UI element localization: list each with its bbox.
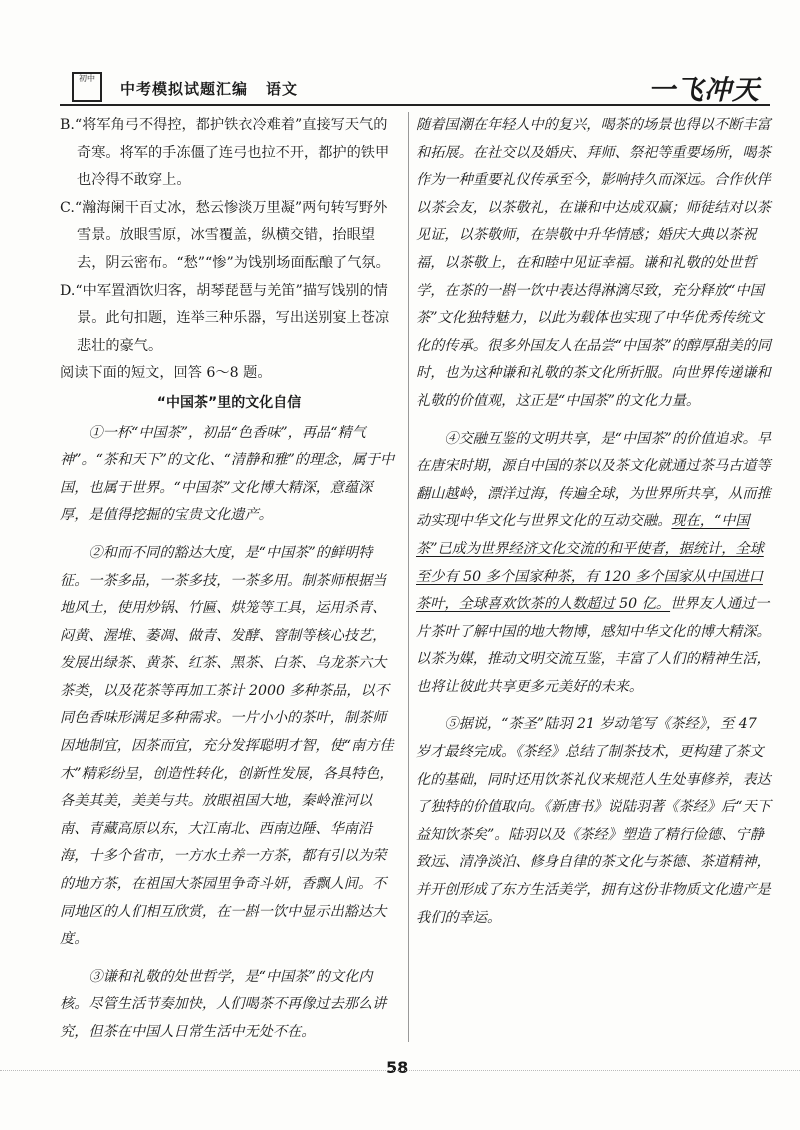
footer-rule — [0, 1070, 800, 1071]
article-paragraph-4 — [416, 426, 772, 702]
book-logo-icon — [72, 72, 102, 102]
column-divider — [408, 112, 409, 1042]
option-d: D.“中军置酒饮归客，胡琴琵琶与羌笛”描写饯别的情景。此句扣题，连举三种乐器，写出送别宴上苍凉悲壮的豪气。 — [60, 282, 390, 354]
series-name: 中考模拟试题汇编 — [120, 80, 249, 98]
series-title — [120, 78, 298, 99]
article-paragraph-3-cont: 随着国潮在年轻人中的复兴，喝茶的场景也得以不断丰富和拓展。在社交以及婚庆、拜师、祭祀等重要场所，喝茶作为一种重要礼仪传承至今，影响持久而深远。合作伙伴以茶会友，以茶敬礼，在谦和中达成双赢；师徒结对以茶见证，以茶敬师，在崇敬中升华情感；婚庆大典以茶祝福，以茶敬上，在和睦中见证幸福。谦和礼敬的处世哲学，在茶的一斟一饮中表达得淋漓尽致，充分释放“中国茶”文化独特魅力，以此为载体也实现了中华优秀传统文化的传承。很多外国友人在品尝“中国茶”的醇厚甜美的同时，也为这种谦和礼敬的茶文化所折服。向世界传递谦和礼敬的价值观，这正是“中国茶”的文化力量。 — [416, 117, 772, 409]
paragraph-4-part-a: ④交融互鉴的文明共享，是“中国茶”的价值追求。早在唐宋时期，源自中国的茶以及茶文化就通过茶马古道等翻山越岭，漂洋过海，传遍全球，为世界所共享，从而推动实现中华文化与世界文化的互动交融。 — [416, 430, 772, 530]
paragraph-4-underlined: 现在，“中国茶”已成为世界经济文化交流的和平使者，据统计，全球至少有 50 多个国家种茶，有 120 多个国家从中国进口茶叶，全球喜欢饮茶的人数超过 50 亿。 — [416, 513, 764, 613]
page-number: 58 — [386, 1058, 409, 1077]
subject-name: 语文 — [266, 80, 299, 98]
article-paragraph-3: ③谦和礼敬的处世哲学，是“中国茶”的文化内核。尽管生活节奏加快，人们喝茶不再像过去那么讲究，但茶在中国人日常生活中无处不在。 — [60, 968, 387, 1040]
logo-text: 初中 — [79, 74, 95, 83]
page-header — [60, 68, 760, 108]
option-b: B.“将军角弓不得控，都护铁衣冷难着”直接写天气的奇寒。将军的手冻僵了连弓也拉不开，都护的铁甲也冷得不敢穿上。 — [60, 117, 390, 189]
left-column — [60, 112, 398, 1047]
article-paragraph-5: ⑤据说，“茶圣”陆羽 21 岁动笔写《茶经》，至 47 岁才最终完成。《茶经》总结了制茶技术，更构建了茶文化的基础，同时还用饮茶礼仪来规范人生处事修养，表达了独特的价值取向。《新唐书》说陆羽著《茶经》后“天下益知饮茶矣”。陆羽以及《茶经》塑造了精行俭德、宁静致远、清净淡泊、修身自律的茶文化与茶德、茶道精神，并开创形成了东方生活美学，拥有这份非物质文化遗产是我们的幸运。 — [416, 716, 771, 926]
option-c: C.“瀚海阑干百丈冰，愁云惨淡万里凝”两句转写野外雪景。放眼雪原，冰雪覆盖，纵横交错，抬眼望去，阴云密布。“愁”“惨”为饯别场面酝酿了气氛。 — [60, 199, 390, 271]
paragraph-4-part-b: 世界友人通过一片茶叶了解中国的地大物博，感知中华文化的博大精深。以茶为媒，推动文明交流互鉴，丰富了人们的精神生活，也将让彼此共享更多元美好的未来。 — [416, 596, 771, 695]
reading-instruction: 阅读下面的短文，回答 6～8 题。 — [60, 365, 272, 382]
article-title: “中国茶”里的文化自信 — [156, 394, 302, 411]
brand-logo: 一飞冲天 — [648, 75, 760, 106]
right-column — [416, 112, 772, 932]
header-rule — [60, 104, 770, 106]
article-paragraph-1: ①一杯“中国茶”，初品“色香味”，再品“精气神”。“茶和天下”的文化、“清静和雅”的理念，属于中国，也属于世界。“中国茶”文化博大精深，意蕴深厚，是值得挖掘的宝贵文化遗产。 — [60, 424, 395, 524]
article-paragraph-2: ②和而不同的豁达大度，是“中国茶”的鲜明特征。一茶多品，一茶多技，一茶多用。制茶师根据当地风土，使用炒锅、竹匾、烘笼等工具，运用杀青、闷黄、渥堆、萎凋、做青、发酵、窨制等核心技艺，发展出绿茶、黄茶、红茶、黑茶、白茶、乌龙茶六大茶类，以及花茶等再加工茶计 2000 多种茶品，以不同色香味形满足多种需求。一片小小的茶叶，制茶师因地制宜，因茶而宜，充分发挥聪明才智，使“南方佳木”精彩纷呈，创造性转化，创新性发展，各具特色，各美其美，美美与共。放眼祖国大地，秦岭淮河以南、青藏高原以东，大江南北、西南边陲、华南沿海，十多个省市，一方水土养一方茶，都有引以为荣的地方茶，在祖国大茶园里争奇斗妍，香飘人间。不同地区的人们相互欣赏，在一斟一饮中显示出豁达大度。 — [60, 544, 394, 948]
